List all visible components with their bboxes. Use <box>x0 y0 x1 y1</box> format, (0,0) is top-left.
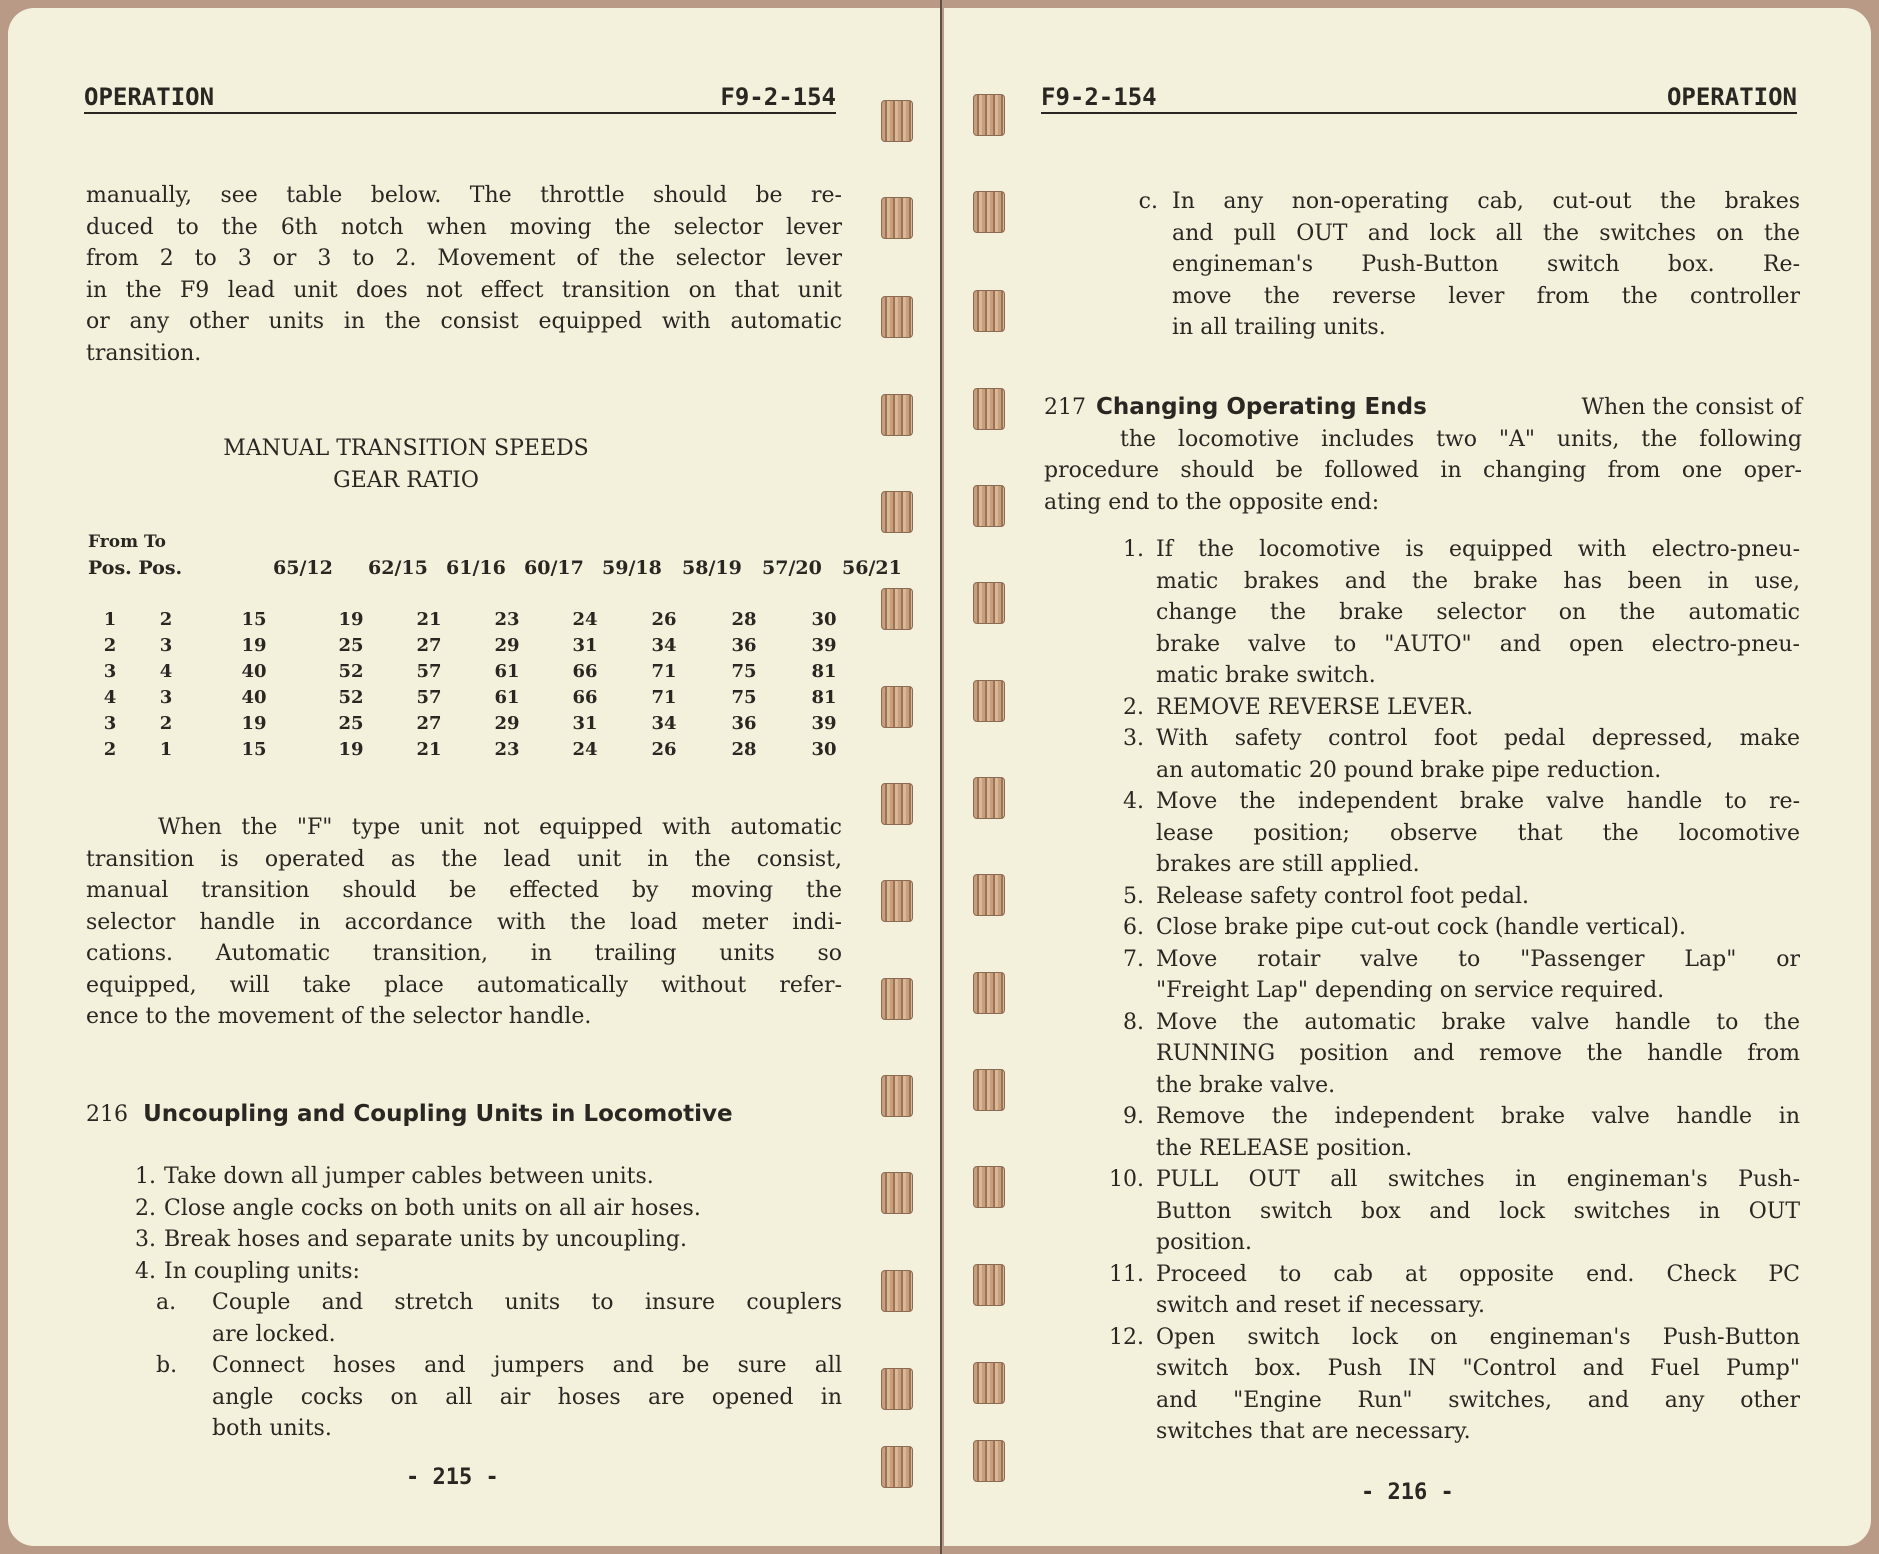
item-line: switches that are necessary. <box>1156 1419 1471 1444</box>
speed-cell: 19 <box>241 634 267 656</box>
speed-cell: 71 <box>651 686 677 708</box>
paragraph-line: ence to the movement of the selector handle. <box>86 1004 592 1029</box>
intro-line: transition. <box>86 340 202 366</box>
position-cell: 3 <box>159 686 173 708</box>
speed-cell: 29 <box>494 634 520 656</box>
item-line: matic brake switch. <box>1156 663 1376 688</box>
item-line: an automatic 20 pound brake pipe reduction. <box>1156 757 1662 783</box>
table-row <box>84 606 864 632</box>
paragraph-line: transition is operated as the lead unit in the consist, <box>86 846 842 872</box>
intro-line: or any other units in the consist equipped with automatic <box>86 309 842 334</box>
section-217-intro <box>1044 392 1802 518</box>
item-text <box>1156 881 1800 913</box>
speed-cell: 61 <box>494 686 520 708</box>
left-page-number: - 215 - <box>406 1465 499 1490</box>
step-item <box>1096 786 1800 881</box>
speed-cell: 40 <box>241 686 267 708</box>
transition-speeds-table <box>84 606 864 762</box>
binding-hole <box>881 880 913 922</box>
binding-hole <box>973 1069 1005 1111</box>
binding-hole <box>881 100 913 142</box>
item-line: both units. <box>212 1416 332 1441</box>
binding-hole <box>973 777 1005 819</box>
section-216-list <box>86 1161 842 1445</box>
binding-hole <box>881 1172 913 1214</box>
gutter-line <box>940 0 942 1554</box>
speed-cell: 29 <box>494 712 520 734</box>
gear-ratio-header: 65/12 <box>273 557 333 579</box>
item-number: 1. <box>135 1164 156 1189</box>
item-number: 10. <box>1109 1167 1144 1192</box>
section-217-heading <box>1044 392 1802 424</box>
item-text <box>1156 1164 1800 1259</box>
item-number: 12. <box>1109 1324 1144 1350</box>
intro-line: from 2 to 3 or 3 to 2. Movement of the selector lever <box>86 246 842 271</box>
item-line: Button switch box and lock switches in OUT <box>1156 1198 1800 1224</box>
step-item <box>1096 692 1800 724</box>
item-number: b. <box>156 1353 178 1378</box>
speed-cell: 19 <box>338 738 364 760</box>
item-text <box>1156 1259 1800 1322</box>
paragraph-line: selector handle in accordance with the load meter indi- <box>86 909 842 935</box>
binding-hole <box>881 686 913 728</box>
right-header-doc-number: F9-2-154 <box>1041 83 1157 111</box>
item-line: Connect hoses and jumpers and be sure all <box>212 1353 842 1378</box>
gear-ratio-header: 58/19 <box>682 557 742 579</box>
section-217-line: the locomotive includes two "A" units, the following <box>1120 426 1802 452</box>
speed-cell: 81 <box>811 686 837 708</box>
item-line: PULL OUT all switches in engineman's Push- <box>1156 1167 1800 1192</box>
item-text <box>164 1224 842 1256</box>
item-line: the RELEASE position. <box>1156 1135 1413 1161</box>
binding-hole <box>973 485 1005 527</box>
binding-hole <box>973 1264 1005 1306</box>
binding-hole <box>881 1368 913 1410</box>
section-217-body <box>1044 424 1802 519</box>
speed-cell: 15 <box>241 608 267 630</box>
speed-cell: 39 <box>811 634 837 656</box>
intro-line: duced to the 6th notch when moving the selector lever <box>86 214 842 240</box>
item-line: angle cocks on all air hoses are opened in <box>212 1384 842 1410</box>
speed-cell: 75 <box>731 686 757 708</box>
speed-cell: 57 <box>416 660 442 682</box>
table-title: MANUAL TRANSITION SPEEDS <box>223 436 589 461</box>
section-216-title: Uncoupling and Coupling Units in Locomotive <box>143 1101 733 1127</box>
step-item <box>1096 1007 1800 1102</box>
item-text <box>1156 786 1800 881</box>
speed-cell: 28 <box>731 608 757 630</box>
speed-cell: 52 <box>338 686 364 708</box>
item-number: 6. <box>1123 915 1144 940</box>
item-text <box>1156 692 1800 724</box>
step-item <box>1096 723 1800 786</box>
item-number: 5. <box>1123 883 1144 909</box>
table-row <box>84 710 864 736</box>
item-line: Remove the independent brake valve handle in <box>1156 1104 1800 1129</box>
item-number: 1. <box>1123 537 1144 562</box>
item-number: 3. <box>1123 726 1144 751</box>
speed-cell: 30 <box>811 608 837 630</box>
item-number: 11. <box>1109 1261 1144 1287</box>
item-text <box>1156 723 1800 786</box>
speed-cell: 36 <box>731 712 757 734</box>
binding-hole <box>881 197 913 239</box>
speed-cell: 40 <box>241 660 267 682</box>
item-number: c. <box>1138 189 1158 214</box>
table-row <box>84 736 864 762</box>
binding-hole <box>881 783 913 825</box>
item-line: matic brakes and the brake has been in use, <box>1156 568 1800 594</box>
item-line: Couple and stretch units to insure couplers <box>212 1290 842 1315</box>
item-text <box>1172 186 1800 344</box>
speed-cell: 26 <box>651 608 677 630</box>
speed-cell: 23 <box>494 608 520 630</box>
item-line: change the brake selector on the automatic <box>1156 600 1800 625</box>
speed-cell: 26 <box>651 738 677 760</box>
table-row <box>84 658 864 684</box>
left-header-doc-number: F9-2-154 <box>720 83 836 111</box>
speed-cell: 15 <box>241 738 267 760</box>
binding-hole <box>973 94 1005 136</box>
position-cell: 1 <box>159 738 173 760</box>
position-cell: 2 <box>103 738 117 760</box>
speed-cell: 25 <box>338 634 364 656</box>
speed-cell: 30 <box>811 738 837 760</box>
left-running-head <box>84 82 836 114</box>
speed-cell: 23 <box>494 738 520 760</box>
right-page-number: - 216 - <box>1361 1480 1454 1505</box>
speed-cell: 61 <box>494 660 520 682</box>
lead-unit-paragraph <box>86 812 842 1033</box>
item-line: brakes are still applied. <box>1156 852 1420 877</box>
position-cell: 3 <box>103 660 117 682</box>
table-row <box>84 684 864 710</box>
section-217-title: Changing Operating Ends <box>1096 394 1427 420</box>
speed-cell: 75 <box>731 660 757 682</box>
item-text <box>1156 912 1800 944</box>
item-number: 2. <box>135 1195 156 1221</box>
speed-cell: 71 <box>651 660 677 682</box>
item-number: 4. <box>135 1258 156 1284</box>
section-216-number: 216 <box>86 1102 128 1127</box>
item-number: 4. <box>1123 789 1144 814</box>
item-text <box>1156 1322 1800 1448</box>
list-item <box>86 1350 842 1445</box>
binding-hole <box>973 972 1005 1014</box>
item-line: Release safety control foot pedal. <box>1156 883 1530 909</box>
item-line: Move the automatic brake valve handle to the <box>1156 1009 1800 1035</box>
changing-ends-steps <box>1096 534 1800 1448</box>
section-217-number: 217 <box>1044 395 1086 420</box>
speed-cell: 57 <box>416 686 442 708</box>
intro-paragraph <box>86 180 842 369</box>
item-line: REMOVE REVERSE LEVER. <box>1156 694 1474 720</box>
binding-hole <box>881 1075 913 1117</box>
binding-hole <box>973 388 1005 430</box>
speed-cell: 24 <box>572 608 598 630</box>
speed-cell: 34 <box>651 634 677 656</box>
item-line: "Freight Lap" depending on service required. <box>1156 978 1665 1003</box>
item-line: In any non-operating cab, cut-out the brakes <box>1172 189 1800 214</box>
gear-ratio-header: 56/21 <box>842 557 902 579</box>
gear-ratio-header: 57/20 <box>762 557 822 579</box>
section-216-heading <box>86 1097 846 1133</box>
item-text <box>164 1256 842 1288</box>
item-text <box>1156 534 1800 692</box>
speed-cell: 66 <box>572 660 598 682</box>
speed-cell: 21 <box>416 608 442 630</box>
list-item <box>86 1256 842 1288</box>
item-line: switch and reset if necessary. <box>1156 1293 1485 1318</box>
item-line: Close angle cocks on both units on all air hoses. <box>164 1195 701 1221</box>
speed-cell: 24 <box>572 738 598 760</box>
binding-hole <box>881 1446 913 1488</box>
item-line: and "Engine Run" switches, and any other <box>1156 1387 1800 1413</box>
item-line: switch box. Push IN "Control and Fuel Pump" <box>1156 1356 1800 1381</box>
binding-hole <box>973 874 1005 916</box>
item-line: brake valve to "AUTO" and open electro-pneu- <box>1156 631 1800 657</box>
speed-cell: 27 <box>416 712 442 734</box>
list-item <box>86 1161 842 1193</box>
speed-cell: 39 <box>811 712 837 734</box>
item-line: Take down all jumper cables between units. <box>164 1164 654 1189</box>
item-line: lease position; observe that the locomotive <box>1156 820 1800 846</box>
binding-hole <box>973 1440 1005 1482</box>
item-text <box>164 1193 842 1225</box>
speed-cell: 36 <box>731 634 757 656</box>
binding-hole <box>973 582 1005 624</box>
intro-line: in the F9 lead unit does not effect transition on that unit <box>86 277 842 303</box>
binding-hole <box>881 588 913 630</box>
item-line: Break hoses and separate units by uncoupling. <box>164 1227 687 1252</box>
binding-hole <box>973 680 1005 722</box>
item-line: Close brake pipe cut-out cock (handle vertical). <box>1156 915 1686 940</box>
section-217-line: procedure should be followed in changing from one oper- <box>1044 458 1802 483</box>
item-line: and pull OUT and lock all the switches on the <box>1172 220 1800 246</box>
item-line: position. <box>1156 1230 1252 1255</box>
item-text <box>1156 944 1800 1007</box>
item-line: engineman's Push-Button switch box. Re- <box>1172 252 1800 277</box>
position-cell: 3 <box>159 634 173 656</box>
speed-cell: 34 <box>651 712 677 734</box>
gear-ratio-header: 60/17 <box>524 557 584 579</box>
step-c-item <box>1130 186 1800 344</box>
item-text <box>212 1287 842 1350</box>
gear-ratio-header: 59/18 <box>602 557 662 579</box>
step-item <box>1130 186 1800 344</box>
table-subtitle: GEAR RATIO <box>333 467 479 493</box>
position-cell: 1 <box>103 608 117 630</box>
speed-cell: 19 <box>338 608 364 630</box>
paragraph-line: cations. Automatic transition, in trailing units so <box>86 941 842 966</box>
binding-hole <box>881 978 913 1020</box>
intro-line: manually, see table below. The throttle should be re- <box>86 183 842 208</box>
step-item <box>1096 912 1800 944</box>
paragraph-line: manual transition should be effected by moving the <box>86 878 842 903</box>
speed-cell: 81 <box>811 660 837 682</box>
step-item <box>1096 1101 1800 1164</box>
binding-hole <box>881 296 913 338</box>
speed-cell: 19 <box>241 712 267 734</box>
item-line: RUNNING position and remove the handle from <box>1156 1041 1800 1066</box>
binding-hole <box>973 191 1005 233</box>
step-item <box>1096 881 1800 913</box>
item-line: are locked. <box>212 1321 336 1347</box>
paragraph-line: When the "F" type unit not equipped with automatic <box>158 815 842 840</box>
position-cell: 4 <box>159 660 173 682</box>
step-item <box>1096 1164 1800 1259</box>
speed-cell: 31 <box>572 634 598 656</box>
step-item <box>1096 1322 1800 1448</box>
item-line: Move rotair valve to "Passenger Lap" or <box>1156 946 1800 972</box>
table-title-block <box>86 433 842 496</box>
step-item <box>1096 1259 1800 1322</box>
speed-cell: 27 <box>416 634 442 656</box>
item-text <box>164 1161 842 1193</box>
list-item <box>86 1287 842 1350</box>
list-item <box>86 1193 842 1225</box>
speed-cell: 28 <box>731 738 757 760</box>
binding-hole <box>973 1362 1005 1404</box>
left-header-section: OPERATION <box>84 83 215 111</box>
table-row <box>84 632 864 658</box>
position-cell: 2 <box>159 712 173 734</box>
item-number: 9. <box>1123 1104 1144 1129</box>
item-number: 2. <box>1123 694 1144 720</box>
step-item <box>1096 534 1800 692</box>
binding-hole <box>881 1270 913 1312</box>
speed-cell: 66 <box>572 686 598 708</box>
right-running-head <box>1041 82 1797 114</box>
position-cell: 3 <box>103 712 117 734</box>
item-line: move the reverse lever from the controller <box>1172 283 1800 309</box>
item-line: Move the independent brake valve handle to re- <box>1156 789 1800 814</box>
item-number: 8. <box>1123 1009 1144 1035</box>
speed-cell: 21 <box>416 738 442 760</box>
position-cell: 2 <box>159 608 173 630</box>
item-line: the brake valve. <box>1156 1072 1336 1098</box>
item-line: in all trailing units. <box>1172 315 1386 340</box>
from-to-label: From To <box>88 532 167 552</box>
list-item <box>86 1224 842 1256</box>
step-item <box>1096 944 1800 1007</box>
gear-ratio-header: 62/15 <box>368 557 428 579</box>
speed-cell: 25 <box>338 712 364 734</box>
item-line: If the locomotive is equipped with electro-pneu- <box>1156 537 1800 562</box>
paragraph-line: equipped, will take place automatically without refer- <box>86 972 842 998</box>
item-text <box>212 1350 842 1445</box>
section-217-first-line: When the consist of <box>1581 395 1802 420</box>
item-number: a. <box>156 1290 177 1315</box>
section-217-line: ating end to the opposite end: <box>1044 489 1380 515</box>
position-cell: 4 <box>103 686 117 708</box>
item-line: Proceed to cab at opposite end. Check PC <box>1156 1261 1800 1287</box>
speed-cell: 31 <box>572 712 598 734</box>
item-line: In coupling units: <box>164 1258 360 1284</box>
item-number: 3. <box>135 1227 156 1252</box>
item-number: 7. <box>1123 946 1144 972</box>
position-cell: 2 <box>103 634 117 656</box>
speed-cell: 52 <box>338 660 364 682</box>
item-text <box>1156 1007 1800 1102</box>
item-line: With safety control foot pedal depressed, make <box>1156 726 1800 751</box>
item-text <box>1156 1101 1800 1164</box>
gear-ratio-header: 61/16 <box>446 557 506 579</box>
right-header-section: OPERATION <box>1666 83 1797 111</box>
binding-hole <box>881 394 913 436</box>
binding-hole <box>973 290 1005 332</box>
pos-label: Pos. Pos. <box>88 557 183 579</box>
item-line: Open switch lock on engineman's Push-Button <box>1156 1324 1800 1350</box>
binding-hole <box>973 1166 1005 1208</box>
binding-hole <box>881 491 913 533</box>
